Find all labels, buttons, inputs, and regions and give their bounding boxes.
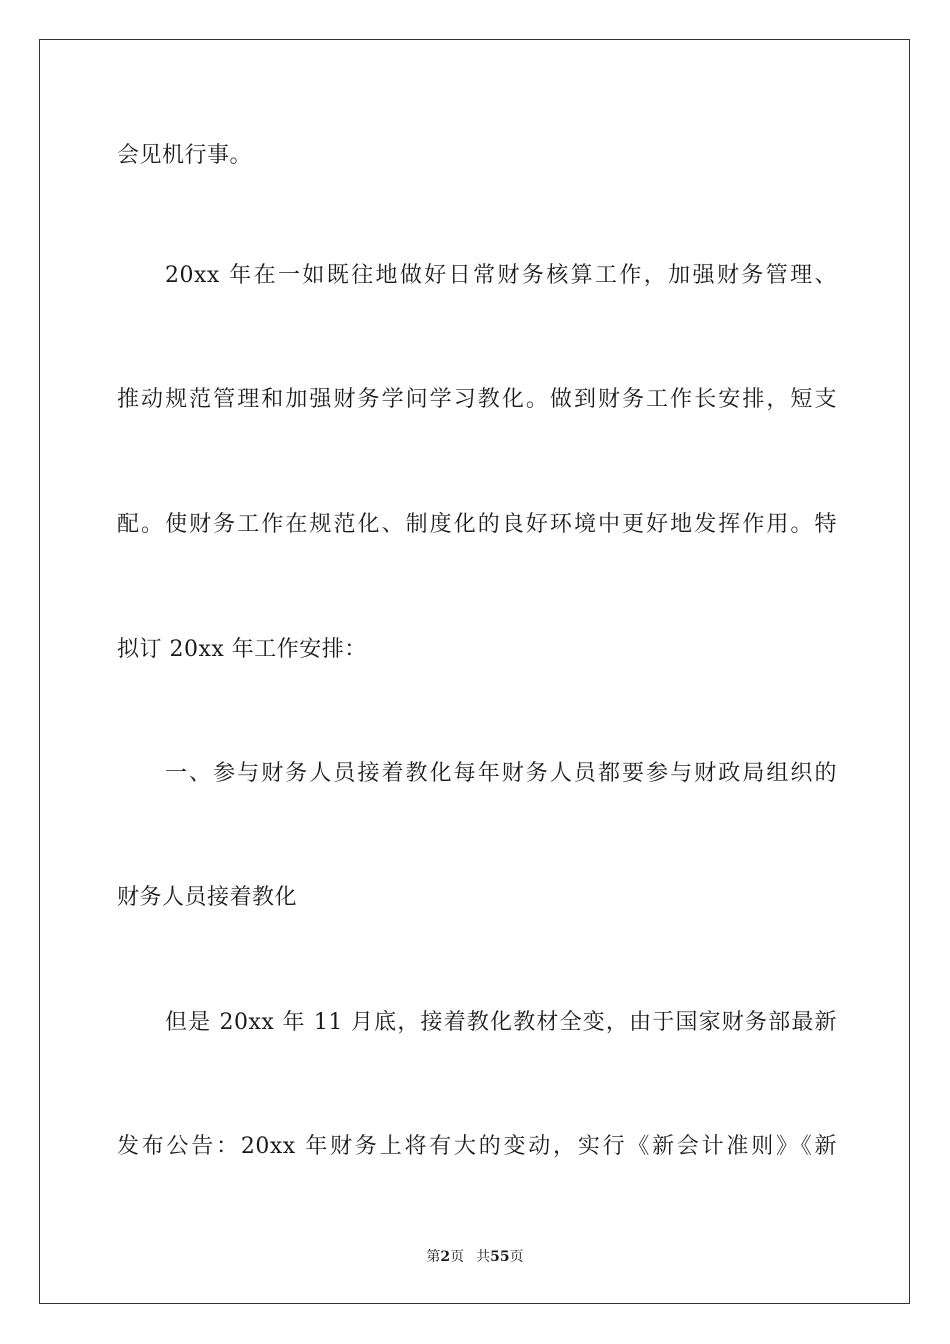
text-line-8: 但是 20xx 年 11 月底，接着教化教材全变，由于国家财务部最新	[165, 1010, 837, 1035]
text-line-3: 推动规范管理和加强财务学问学习教化。做到财务工作长安排，短支	[117, 387, 837, 412]
text-line-9: 发布公告：20xx 年财务上将有大的变动，实行《新会计准则》《新	[117, 1134, 837, 1159]
page-footer	[0, 1248, 950, 1266]
text-line-5: 拟订 20xx 年工作安排：	[117, 637, 367, 662]
total-prefix: 共	[476, 1249, 491, 1265]
page-number: 2	[440, 1249, 451, 1265]
total-suffix: 页	[509, 1249, 524, 1265]
text-line-4: 配。使财务工作在规范化、制度化的良好环境中更好地发挥作用。特	[117, 512, 837, 537]
text-line-2: 20xx 年在一如既往地做好日常财务核算工作，加强财务管理、	[165, 263, 837, 288]
text-line-6: 一、参与财务人员接着教化每年财务人员都要参与财政局组织的	[165, 761, 837, 786]
page-suffix: 页	[450, 1249, 465, 1265]
page-prefix: 第	[426, 1249, 441, 1265]
total-pages: 55	[490, 1249, 510, 1265]
page-border	[39, 39, 910, 1304]
text-line-7: 财务人员接着教化	[117, 885, 298, 910]
text-line-1: 会见机行事。	[117, 143, 253, 168]
